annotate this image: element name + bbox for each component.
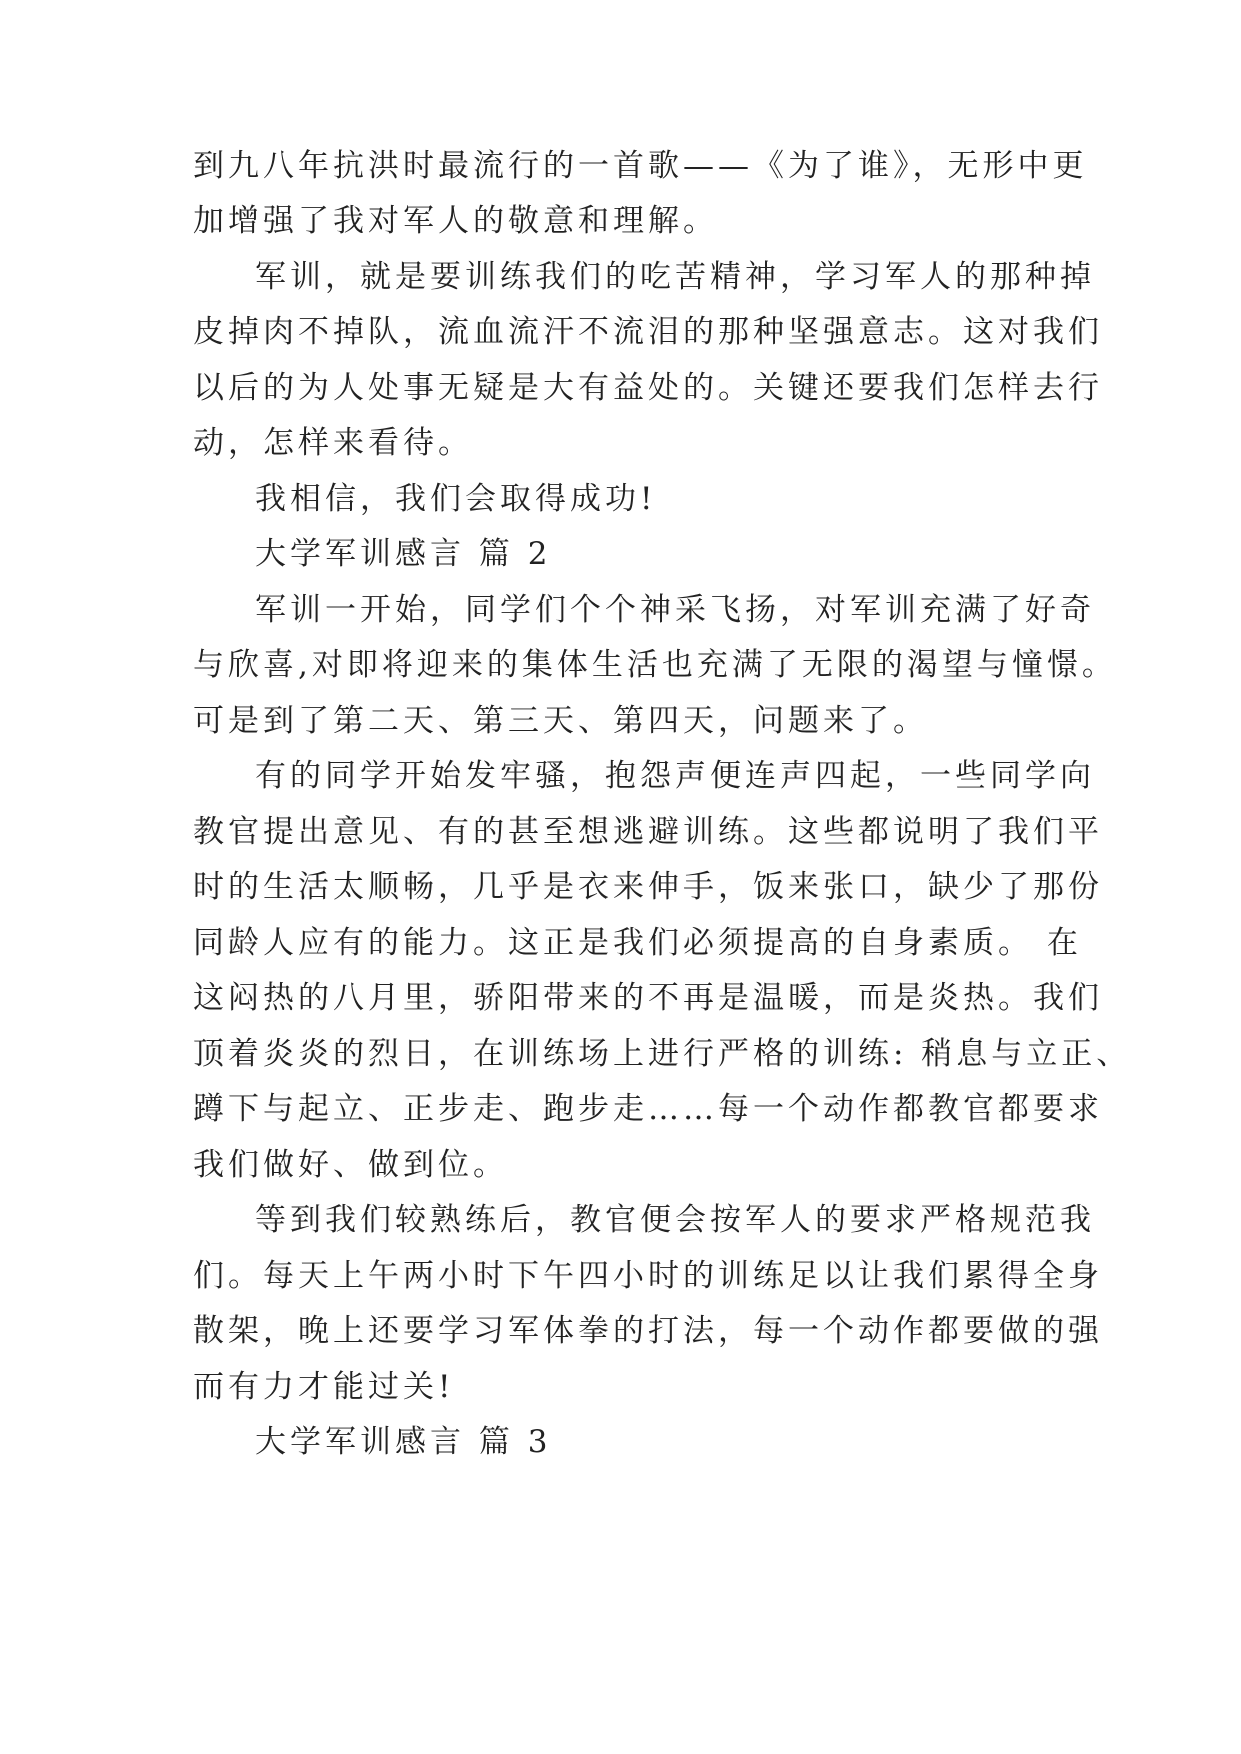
text-line: 到九八年抗洪时最流行的一首歌——《为了谁》，无形中更 xyxy=(193,148,1088,184)
paragraph-start-line: 等到我们较熟练后，教官便会按军人的要求严格规范我 xyxy=(255,1202,1095,1238)
text-line: 教官提出意见、有的甚至想逃避训练。这些都说明了我们平 xyxy=(193,814,1103,850)
text-line: 这闷热的八月里，骄阳带来的不再是温暖，而是炎热。我们 xyxy=(193,980,1103,1016)
text-line: 蹲下与起立、正步走、跑步走……每一个动作都教官都要求 xyxy=(193,1091,1103,1127)
section-heading: 大学军训感言 篇 2 xyxy=(255,536,552,572)
paragraph-start-line: 有的同学开始发牢骚，抱怨声便连声四起，一些同学向 xyxy=(255,758,1095,794)
text-line: 加增强了我对军人的敬意和理解。 xyxy=(193,203,718,239)
section-heading: 大学军训感言 篇 3 xyxy=(255,1424,552,1460)
paragraph-start-line: 我相信，我们会取得成功! xyxy=(255,481,657,517)
text-line: 们。每天上午两小时下午四小时的训练足以让我们累得全身 xyxy=(193,1258,1103,1294)
text-line: 可是到了第二天、第三天、第四天，问题来了。 xyxy=(193,703,928,739)
text-line: 而有力才能过关! xyxy=(193,1369,455,1405)
text-line: 动，怎样来看待。 xyxy=(193,425,473,461)
text-line: 我们做好、做到位。 xyxy=(193,1147,508,1183)
text-line: 同龄人应有的能力。这正是我们必须提高的自身素质。 在 xyxy=(193,925,1082,961)
text-line: 时的生活太顺畅，几乎是衣来伸手，饭来张口，缺少了那份 xyxy=(193,869,1103,905)
text-line: 散架，晚上还要学习军体拳的打法，每一个动作都要做的强 xyxy=(193,1313,1103,1349)
paragraph-start-line: 军训，就是要训练我们的吃苦精神，学习军人的那种掉 xyxy=(255,259,1095,295)
text-line: 与欣喜,对即将迎来的集体生活也充满了无限的渴望与憧憬。 xyxy=(193,647,1117,683)
text-line: 皮掉肉不掉队，流血流汗不流泪的那种坚强意志。这对我们 xyxy=(193,314,1103,350)
text-line: 顶着炎炎的烈日，在训练场上进行严格的训练: 稍息与立正、 xyxy=(193,1036,1132,1072)
text-line: 以后的为人处事无疑是大有益处的。关键还要我们怎样去行 xyxy=(193,370,1103,406)
paragraph-start-line: 军训一开始，同学们个个神采飞扬，对军训充满了好奇 xyxy=(255,592,1095,628)
